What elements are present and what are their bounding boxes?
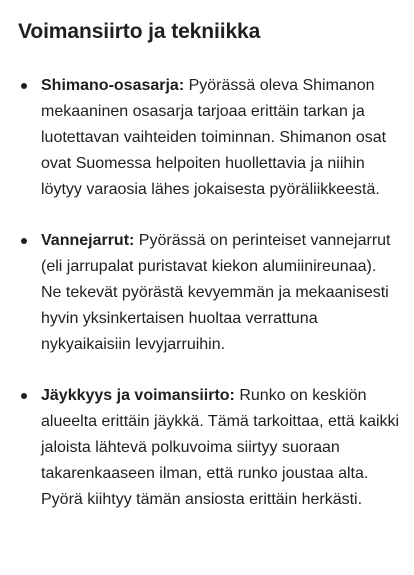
item-text: Pyörässä oleva Shimanon mekaaninen osasarja tarjoaa erittäin tarkan ja luotettavan vaihteiden toiminnan. Shimanon osat ovat Suomessa helpoiten huollettavia ja niihin löytyy varaosia lähes jokaisesta pyöräliikkeestä. xyxy=(41,77,387,198)
bullet-icon xyxy=(21,83,27,89)
bullet-icon xyxy=(21,393,27,399)
section-heading: Voimansiirto ja tekniikka xyxy=(18,20,261,43)
feature-list xyxy=(18,73,400,513)
item-term: Jäykkyys ja voimansiirto: xyxy=(41,387,235,404)
list-item-brakes xyxy=(18,228,400,358)
item-term: Vannejarrut: xyxy=(41,232,135,249)
item-text: Pyörässä on perinteiset vannejarrut (eli jarrupalat puristavat kiekon alumiinireunaa). Ne tekevät pyörästä kevyemmän ja mekaanisesti hyvin yksinkertaisen huoltaa verrattuna nykyaikaisiin levyjarruihin. xyxy=(41,232,391,353)
list-item-shimano xyxy=(18,73,400,203)
list-item-stiffness xyxy=(18,383,400,513)
bullet-icon xyxy=(21,238,27,244)
item-term: Shimano-osasarja: xyxy=(41,77,185,94)
item-text: Runko on keskiön alueelta erittäin jäykkä. Tämä tarkoittaa, että kaikki jaloista lähtevä polkuvoima siirtyy suoraan takarenkaaseen ilman, että runko joustaa alta. Pyörä kiihtyy tämän ansiosta erittäin herkästi. xyxy=(41,387,400,508)
